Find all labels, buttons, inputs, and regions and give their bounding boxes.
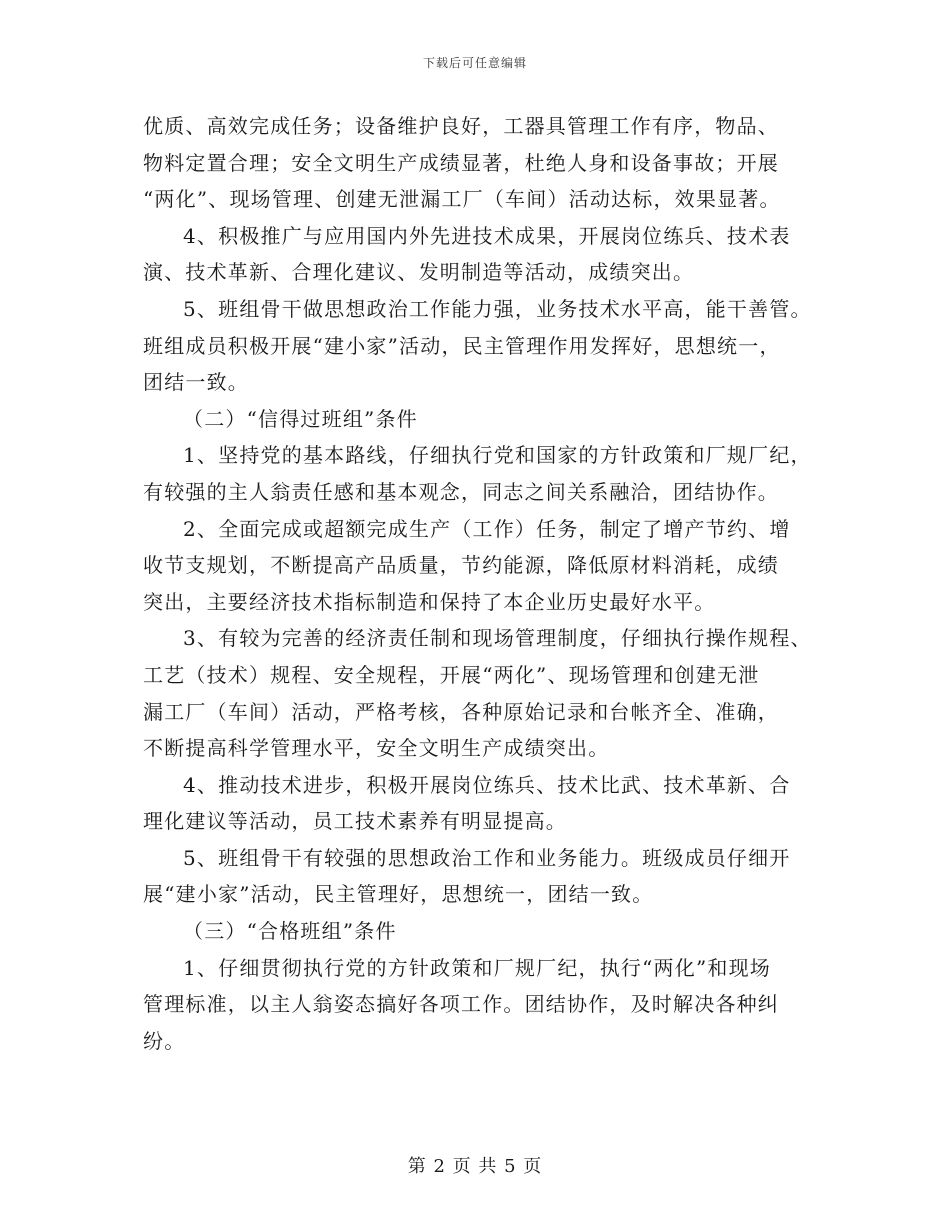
text-line: 展“建小家”活动，民主管理好，思想统一，团结一致。 — [143, 882, 654, 907]
text-line: 不断提高科学管理水平，安全文明生产成绩突出。 — [143, 736, 610, 761]
paragraph-start: 4、推动技术进步，积极开展岗位练兵、技术比武、技术革新、合 — [183, 772, 791, 797]
text-line: 演、技术革新、合理化建议、发明制造等活动，成绩突出。 — [143, 260, 695, 285]
text-line: 团结一致。 — [143, 370, 249, 395]
page-number: 第 2 页 共 5 页 — [407, 1156, 543, 1177]
document-body — [143, 108, 823, 1059]
section-heading: （二）“信得过班组”条件 — [183, 406, 418, 431]
text-line: 物料定置合理；安全文明生产成绩显著，杜绝人身和设备事故；开展 — [143, 150, 779, 175]
text-line: 理化建议等活动，员工技术素养有明显提高。 — [143, 809, 567, 834]
text-line: 有较强的主人翁责任感和基本观念，同志之间关系融洽，团结协作。 — [143, 479, 779, 504]
text-line: “两化”、现场管理、创建无泄漏工厂（车间）活动达标，效果显著。 — [143, 187, 781, 212]
text-line: 优质、高效完成任务；设备维护良好，工器具管理工作有序，物品、 — [143, 114, 779, 138]
paragraph-start: 1、仔细贯彻执行党的方针政策和厂规厂纪，执行“两化”和现场 — [183, 955, 771, 980]
page-header: 下载后可任意编辑 — [422, 56, 527, 70]
text-line: 管理标准，以主人翁姿态搞好各项工作。团结协作，及时解决各种纠 — [143, 992, 779, 1017]
text-line: 纷。 — [143, 1028, 186, 1053]
text-line: 工艺（技术）规程、安全规程，开展“两化”、现场管理和创建无泄 — [143, 662, 760, 687]
section-heading: （三）“合格班组”条件 — [183, 919, 397, 944]
paragraph-start: 5、班组骨干做思想政治工作能力强，业务技术水平高，能干善管。 — [183, 296, 812, 321]
text-line: 突出，主要经济技术指标制造和保持了本企业历史最好水平。 — [143, 589, 716, 614]
paragraph-start: 5、班组骨干有较强的思想政治工作和业务能力。班级成员仔细开 — [183, 845, 791, 870]
text-line: 班组成员积极开展“建小家”活动，民主管理作用发挥好，思想统一， — [143, 333, 781, 358]
paragraph-start: 2、全面完成或超额完成生产（工作）任务，制定了增产节约、增 — [183, 516, 791, 541]
text-line: 漏工厂（车间）活动，严格考核，各种原始记录和台帐齐全、准确， — [143, 699, 779, 724]
paragraph-start: 4、积极推广与应用国内外先进技术成果，开展岗位练兵、技术表 — [183, 223, 791, 248]
paragraph-start: 1、坚持党的基本路线，仔细执行党和国家的方针政策和厂规厂纪， — [183, 443, 812, 468]
text-line: 收节支规划，不断提高产品质量，节约能源，降低原材料消耗，成绩 — [143, 553, 779, 578]
paragraph-start: 3、有较为完善的经济责任制和现场管理制度，仔细执行操作规程、 — [183, 626, 812, 651]
